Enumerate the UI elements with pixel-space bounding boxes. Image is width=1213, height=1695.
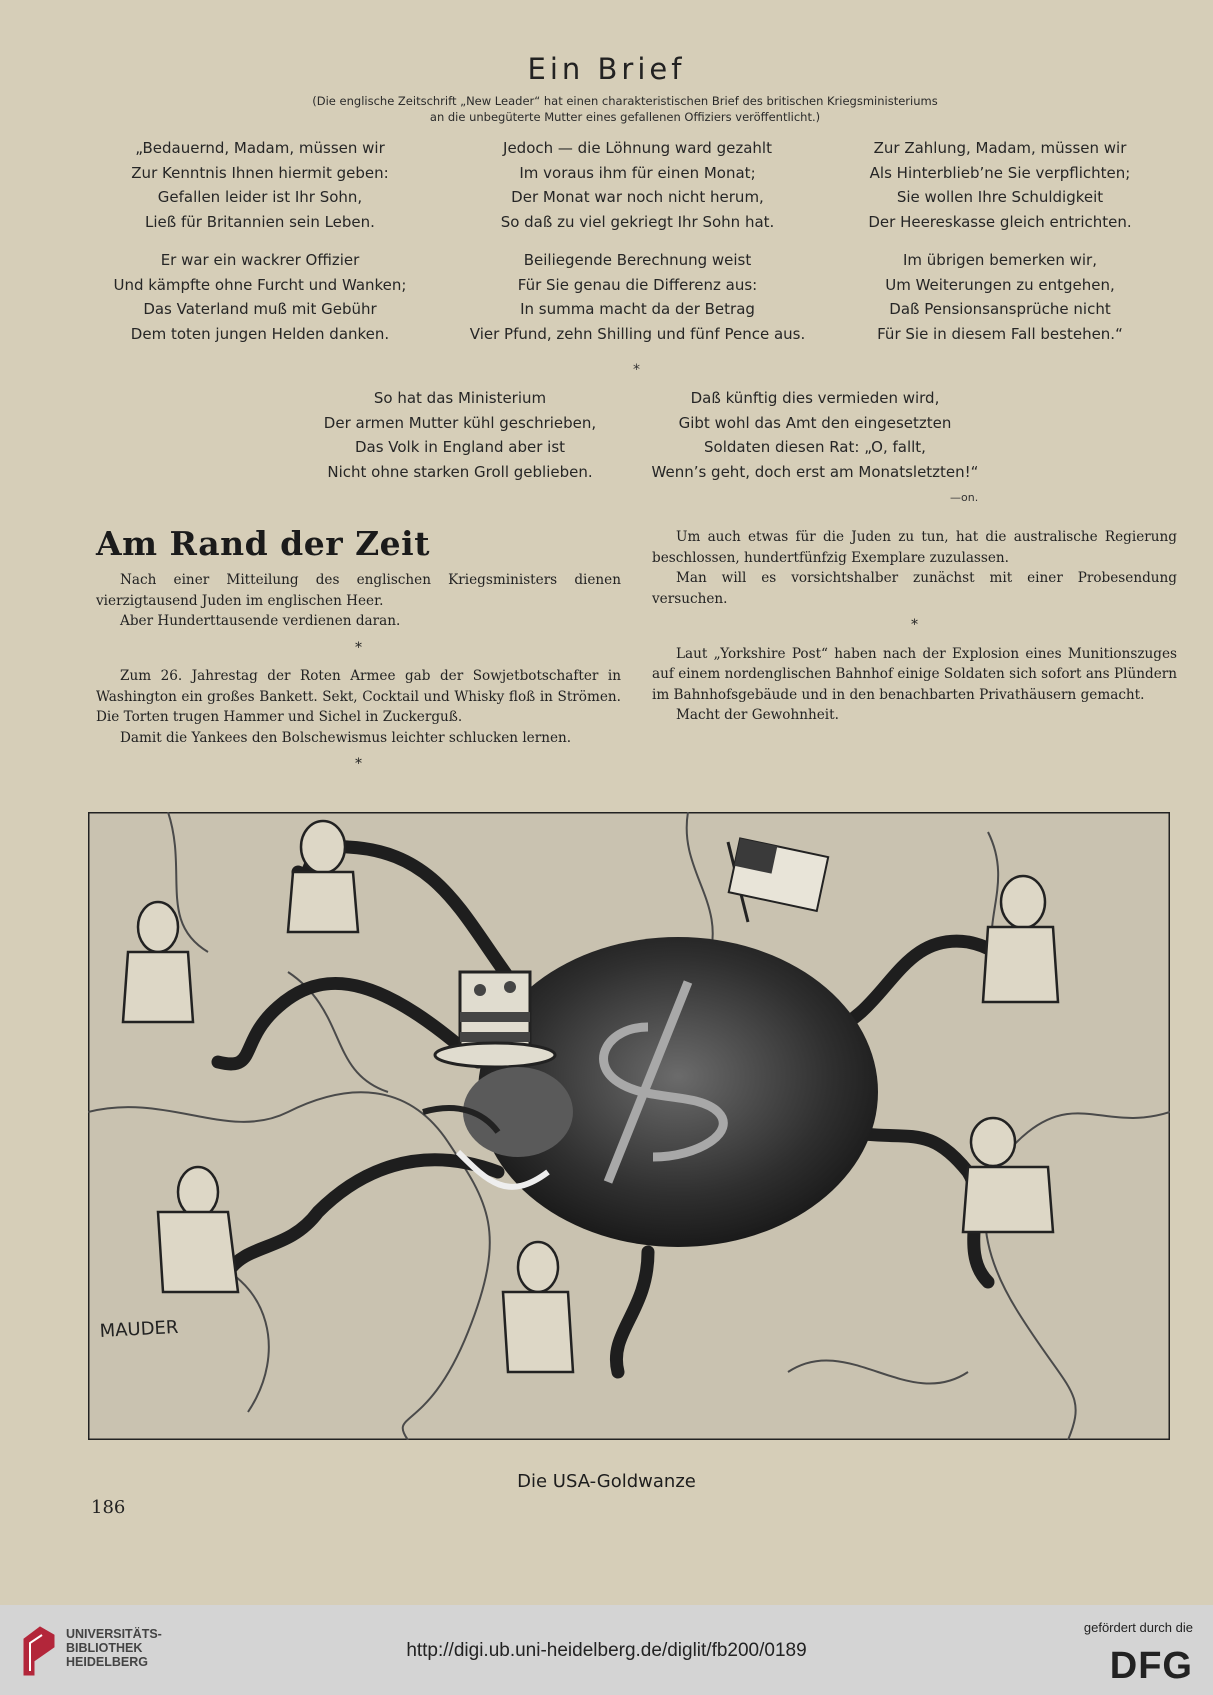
poem-line: Der Heereskasse gleich entrichten. [868,212,1132,231]
artist-signature: MAUDER [99,1316,179,1342]
paragraph: Nach einer Mitteilung des englischen Kriegsministers dienen vierzigtausend Juden im englischen Heer. [96,572,621,609]
page-title: Ein Brief [527,52,686,86]
dfg-logo[interactable]: DFG [1109,1645,1193,1687]
cartoon-caption: Die USA-Goldwanze [517,1471,696,1492]
poem-line: Der armen Mutter kühl geschrieben, [323,413,597,432]
paragraph: Um auch etwas für die Juden zu tun, hat die australische Regierung beschlossen, hundertfünfzig Exemplare zuzulassen. [652,529,1177,566]
poem-line: „Bedauernd, Madam, müssen wir [135,139,385,157]
section-title: Am Rand der Zeit [96,524,430,563]
poem-line: Das Vaterland muß mit Gebühr [143,300,377,318]
poem-stanza [850,248,1150,346]
poem-line: Im übrigen bemerken wir, [903,251,1097,269]
separator: * [911,617,918,633]
poem-stanza [455,248,820,346]
page-number: 186 [91,1497,126,1518]
poem-column-3 [850,136,1150,360]
poem-line: Vier Pfund, zehn Shilling und fünf Pence aus. [469,324,806,343]
paragraph: Man will es vorsichtshalber zunächst mit einer Probesendung versuchen. [652,570,1177,607]
paragraph: Zum 26. Jahrestag der Roten Armee gab der Sowjetbotschafter in Washington ein großes Bankett. Sekt, Cocktail und Whisky floß in Strömen. Die Torten trugen Hammer und Sichel in Zuckerguß. [96,668,621,725]
section-left-column [96,570,621,775]
poem-line: Daß künftig dies vermieden wird, [690,389,940,407]
paragraph: Damit die Yankees den Bolschewismus leichter schlucken lernen. [120,729,572,746]
paragraph: Aber Hunderttausende verdienen daran. [120,613,401,629]
poem-line: In summa macht da der Betrag [520,300,755,318]
separator: * [355,756,362,772]
poem-line: Sie wollen Ihre Schuldigkeit [896,188,1104,206]
poem-line: Als Hinterblieb’ne Sie verpflichten; [869,163,1131,182]
poem-stanza [850,136,1150,234]
poem-line: Im voraus ihm für einen Monat; [519,163,756,182]
poem-column-2 [455,136,820,360]
poem-column-1 [100,136,420,360]
poem-line: So hat das Ministerium [373,389,547,407]
section-right-column [652,527,1177,726]
poem-intro [200,93,1050,125]
paragraph: Laut „Yorkshire Post“ haben nach der Explosion eines Munitionszuges auf einem nordenglischen Bahnhof einige Soldaten sich sofort ans Plündern im Bahnhofsgebäude und in den benachbarten Privathäusern gemacht. [652,645,1177,703]
intro-line-1: (Die englische Zeitschrift „New Leader“ hat einen charakteristischen Brief des britischen Kriegsministeriums [312,94,938,108]
poem-line: Wenn’s geht, doch erst am Monatsletzten!“ [651,462,979,481]
library-name-line: UNIVERSITÄTS- [66,1627,162,1641]
source-url-link[interactable]: http://digi.ub.uni-heidelberg.de/diglit/fb200/0189 [406,1640,807,1661]
footer-bar [0,1605,1213,1695]
funded-by-label: gefördert durch die [1083,1620,1193,1635]
poem-line: Für Sie genau die Differenz aus: [517,275,758,294]
poem-line: Daß Pensionsansprüche nicht [889,300,1111,318]
poem-line: Soldaten diesen Rat: „O, fallt, [704,438,926,456]
poem-line: Um Weiterungen zu entgehen, [885,275,1115,294]
poem-final-left [280,386,640,484]
library-name-line: HEIDELBERG [66,1655,148,1669]
separator: * [355,639,362,656]
poem-line: Jedoch — die Löhnung ward gezahlt [503,139,772,157]
poem-line: Gibt wohl das Amt den eingesetzten [678,413,952,432]
poem-final-right [630,386,1000,484]
poem-line: Gefallen leider ist Ihr Sohn, [157,188,363,206]
poem-line: Ließ für Britannien sein Leben. [145,212,375,231]
poem-line: Und kämpfte ohne Furcht und Wanken; [113,275,407,294]
poem-stanza [100,136,420,234]
poem-line: Zur Zahlung, Madam, müssen wir [873,139,1127,157]
poem-line: Nicht ohne starken Groll geblieben. [327,462,593,481]
poem-stanza [100,248,420,346]
cartoon-illustration [88,812,1170,1440]
poem-line: Der Monat war noch nicht herum, [511,188,764,206]
library-name-line: BIBLIOTHEK [66,1641,143,1655]
poem-line: Zur Kenntnis Ihnen hiermit geben: [131,163,389,182]
poem-line: Das Volk in England aber ist [354,438,566,456]
poem-line: Er war ein wackrer Offizier [160,251,360,269]
poem-line: Für Sie in diesem Fall bestehen.“ [877,324,1123,343]
poem-line: Beiliegende Berechnung weist [523,251,752,269]
poem-signature: —on. [950,491,979,504]
intro-line-2: an die unbegüterte Mutter eines gefallenen Offiziers veröffentlicht.) [429,110,821,124]
paragraph: Macht der Gewohnheit. [676,707,839,723]
poem-separator: * [633,362,640,378]
poem-stanza [455,136,820,234]
poem-line: So daß zu viel gekriegt Ihr Sohn hat. [500,212,775,231]
poem-line: Dem toten jungen Helden danken. [130,324,390,343]
